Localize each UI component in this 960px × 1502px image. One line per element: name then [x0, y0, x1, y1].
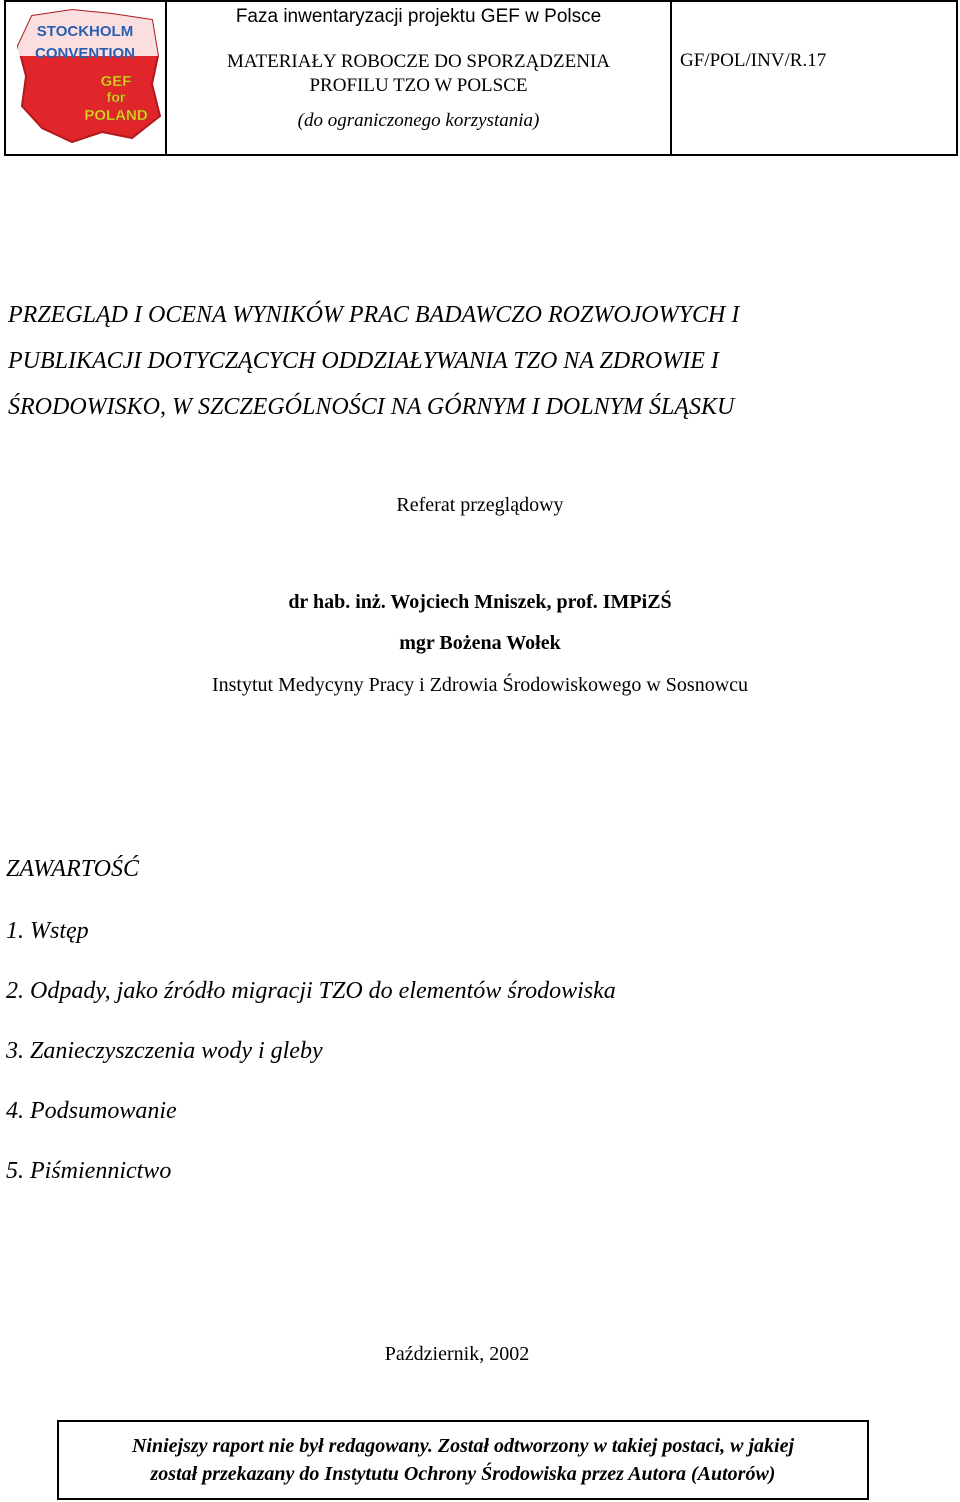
- notice-line: został przekazany do Instytutu Ochrony Środowiska przez Autora (Autorów): [150, 1463, 776, 1485]
- title-line: PRZEGLĄD I OCENA WYNIKÓW PRAC BADAWCZO ROZWOJOWYCH I: [8, 302, 740, 328]
- logo-text-2: CONVENTION: [34, 45, 136, 62]
- working-materials-line-b: PROFILU TZO W POLSCE: [309, 75, 528, 96]
- publication-date: Październik, 2002: [384, 1343, 530, 1365]
- header-code-cell: [672, 2, 958, 154]
- restricted-use-note: (do ograniczonego korzystania): [297, 110, 540, 131]
- table-of-contents: [6, 916, 616, 1216]
- title-line: ŚRODOWISKO, W SZCZEGÓLNOŚCI NA GÓRNYM I DOLNYM ŚLĄSKU: [8, 394, 735, 420]
- notice-line: Niniejszy raport nie był redagowany. Został odtworzony w takiej postaci, w jakiej: [131, 1435, 795, 1457]
- toc-heading: ZAWARTOŚĆ: [6, 856, 140, 882]
- document-code: GF/POL/INV/R.17: [680, 50, 827, 71]
- document-header: [4, 0, 958, 156]
- toc-item: 4. Podsumowanie: [6, 1098, 177, 1124]
- toc-item: 3. Zanieczyszczenia wody i gleby: [6, 1038, 323, 1064]
- logo-text-4: for: [106, 89, 126, 105]
- institute-name: Instytut Medycyny Pracy i Zdrowia Środowiskowego w Sosnowcu: [211, 674, 749, 696]
- document-subtitle: Referat przeglądowy: [396, 494, 564, 516]
- toc-item: 1. Wstęp: [6, 918, 89, 944]
- toc-item: 5. Piśmiennictwo: [6, 1158, 172, 1184]
- author-secondary: mgr Bożena Wołek: [399, 632, 561, 654]
- logo-text-1: STOCKHOLM: [36, 23, 134, 40]
- working-materials-line-a: MATERIAŁY ROBOCZE DO SPORZĄDZENIA: [227, 51, 610, 72]
- logo-cell: [6, 2, 167, 154]
- header-center-cell: [167, 2, 672, 154]
- document-title: [8, 292, 952, 430]
- logo-text-3: GEF: [100, 73, 132, 90]
- title-line: PUBLIKACJI DOTYCZĄCYCH ODDZIAŁYWANIA TZO NA ZDROWIE I: [8, 348, 719, 374]
- project-phase: Faza inwentaryzacji projektu GEF w Polsce: [235, 6, 602, 27]
- stockholm-convention-gef-logo: [12, 6, 162, 146]
- author-primary: dr hab. inż. Wojciech Mniszek, prof. IMPiZŚ: [288, 591, 672, 613]
- toc-item: 2. Odpady, jako źródło migracji TZO do elementów środowiska: [6, 978, 616, 1004]
- logo-text-5: POLAND: [84, 107, 148, 124]
- working-materials-label: [167, 50, 670, 98]
- editorial-notice: [57, 1420, 869, 1500]
